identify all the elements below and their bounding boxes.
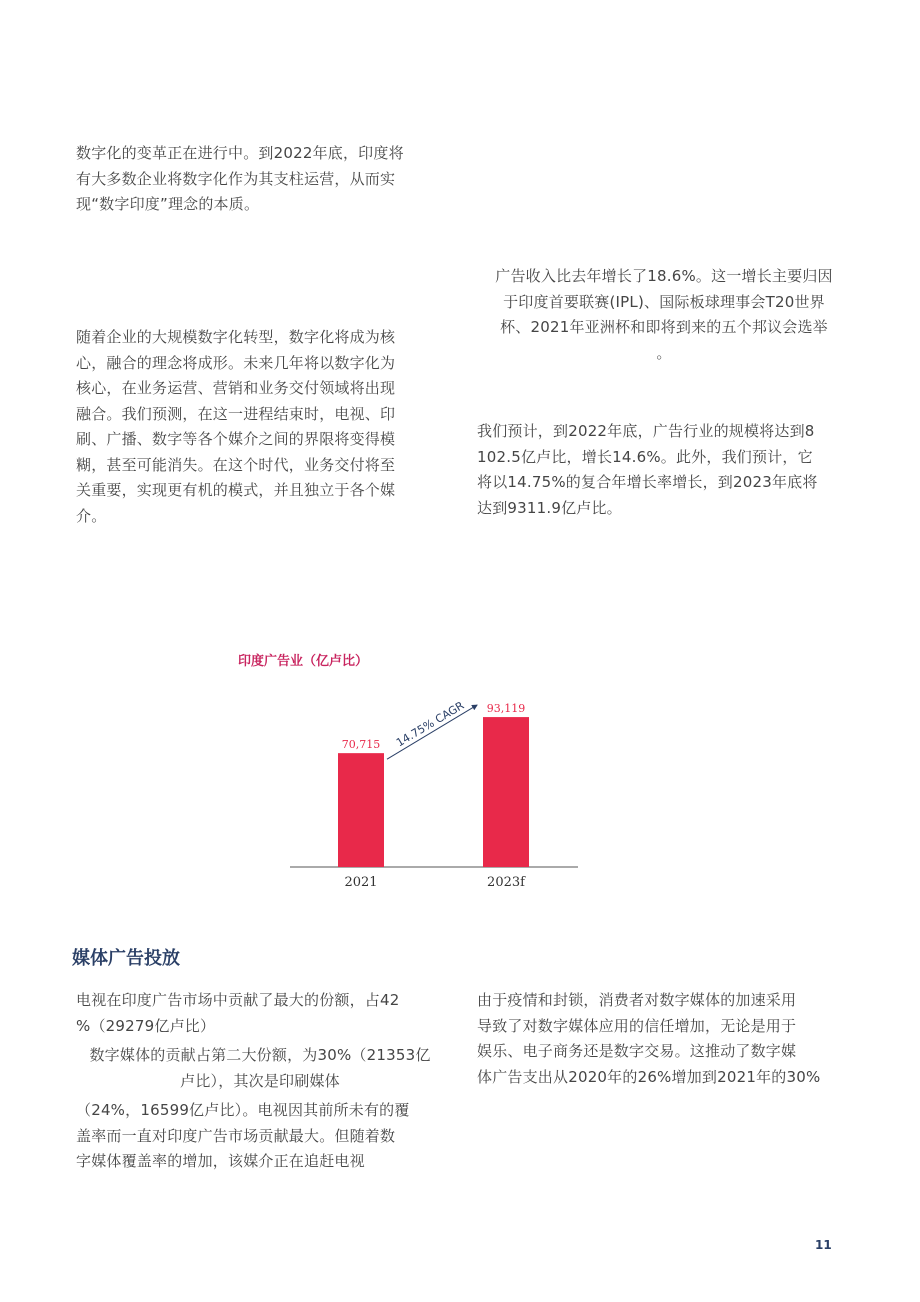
- convergence-paragraph: [76, 325, 395, 529]
- text-line: %（29279亿卢比）: [76, 1016, 216, 1035]
- text-line: 有大多数企业将数字化作为其支柱运营，从而实: [76, 169, 396, 188]
- text-line: 数字媒体的贡献占第二大份额，为30%（21353亿: [89, 1046, 431, 1064]
- text-line: 广告收入比去年增长了18.6%。这一增长主要归因: [495, 267, 833, 285]
- text-line: 介。: [76, 506, 107, 525]
- text-line: 102.5亿卢比，增长14.6%。此外，我们预计，它: [477, 447, 813, 466]
- ad-industry-bar-chart: [280, 680, 600, 895]
- digital-adoption-paragraph: [477, 988, 820, 1090]
- text-line: 电视在印度广告市场中贡献了最大的份额，占42: [76, 991, 400, 1009]
- text-line: 娱乐、电子商务还是数字交易。这推动了数字媒: [477, 1042, 797, 1060]
- text-line: 卢比），其次是印刷媒体: [180, 1071, 340, 1090]
- page-number: 11: [815, 1238, 832, 1252]
- text-line: 于印度首要联赛(IPL)、国际板球理事会T20世界: [503, 292, 825, 311]
- chart-title: 印度广告业（亿卢比）: [238, 654, 369, 669]
- forecast-paragraph: [477, 419, 818, 521]
- text-line: 。: [656, 343, 672, 362]
- text-line: 由于疫情和封锁，消费者对数字媒体的加速采用: [477, 991, 797, 1009]
- text-line: 关重要，实现更有机的模式，并且独立于各个媒: [76, 481, 396, 499]
- intro-paragraph: [76, 141, 404, 218]
- text-line: 将以14.75%的复合年增长率增长，到2023年底将: [477, 473, 818, 491]
- print-share-paragraph: [76, 1098, 410, 1175]
- text-line: 随着企业的大规模数字化转型，数字化将成为核: [76, 328, 396, 346]
- text-line: 导致了对数字媒体应用的信任增加，无论是用于: [477, 1016, 797, 1035]
- text-line: 核心，在业务运营、营销和业务交付领域将出现: [76, 379, 396, 397]
- bar-2023f: [483, 717, 529, 867]
- text-line: 杯、2021年亚洲杯和即将到来的五个邦议会选举: [500, 318, 828, 336]
- text-line: 糊，甚至可能消失。在这个时代，业务交付将至: [76, 455, 396, 474]
- digital-share-paragraph: [70, 1043, 450, 1094]
- x-tick-label-2021: 2021: [344, 875, 378, 890]
- text-line: 刷、广播、数字等各个媒介之间的界限将变得模: [76, 430, 396, 448]
- text-line: 盖率而一直对印度广告市场贡献最大。但随着数: [76, 1126, 396, 1145]
- text-line: 融合。我们预测，在这一进程结束时，电视、印: [76, 404, 396, 423]
- text-line: 字媒体覆盖率的增加，该媒介正在追赶电视: [76, 1152, 365, 1170]
- value-label-2021: 70,715: [341, 738, 381, 752]
- text-line: 体广告支出从2020年的26%增加到2021年的30%: [477, 1067, 821, 1086]
- cagr-arrow: [387, 705, 477, 759]
- text-line: 数字化的变革正在进行中。到2022年底，印度将: [76, 144, 404, 162]
- section-title: 媒体广告投放: [72, 948, 180, 969]
- text-line: 心，融合的理念将成形。未来几年将以数字化为: [76, 353, 396, 372]
- text-line: 我们预计，到2022年底，广告行业的规模将达到8: [477, 422, 815, 440]
- text-line: 达到9311.9亿卢比。: [477, 498, 622, 517]
- ad-revenue-paragraph: [474, 264, 854, 366]
- text-line: （24%，16599亿卢比）。电视因其前所未有的覆: [76, 1101, 410, 1119]
- tv-share-paragraph: [76, 988, 400, 1039]
- x-tick-label-2023f: 2023f: [487, 875, 525, 890]
- bar-2021: [338, 753, 384, 867]
- text-line: 现“数字印度”理念的本质。: [76, 195, 260, 213]
- value-label-2023f: 93,119: [486, 702, 526, 716]
- cagr-annotation: 14.75% CAGR: [394, 698, 467, 750]
